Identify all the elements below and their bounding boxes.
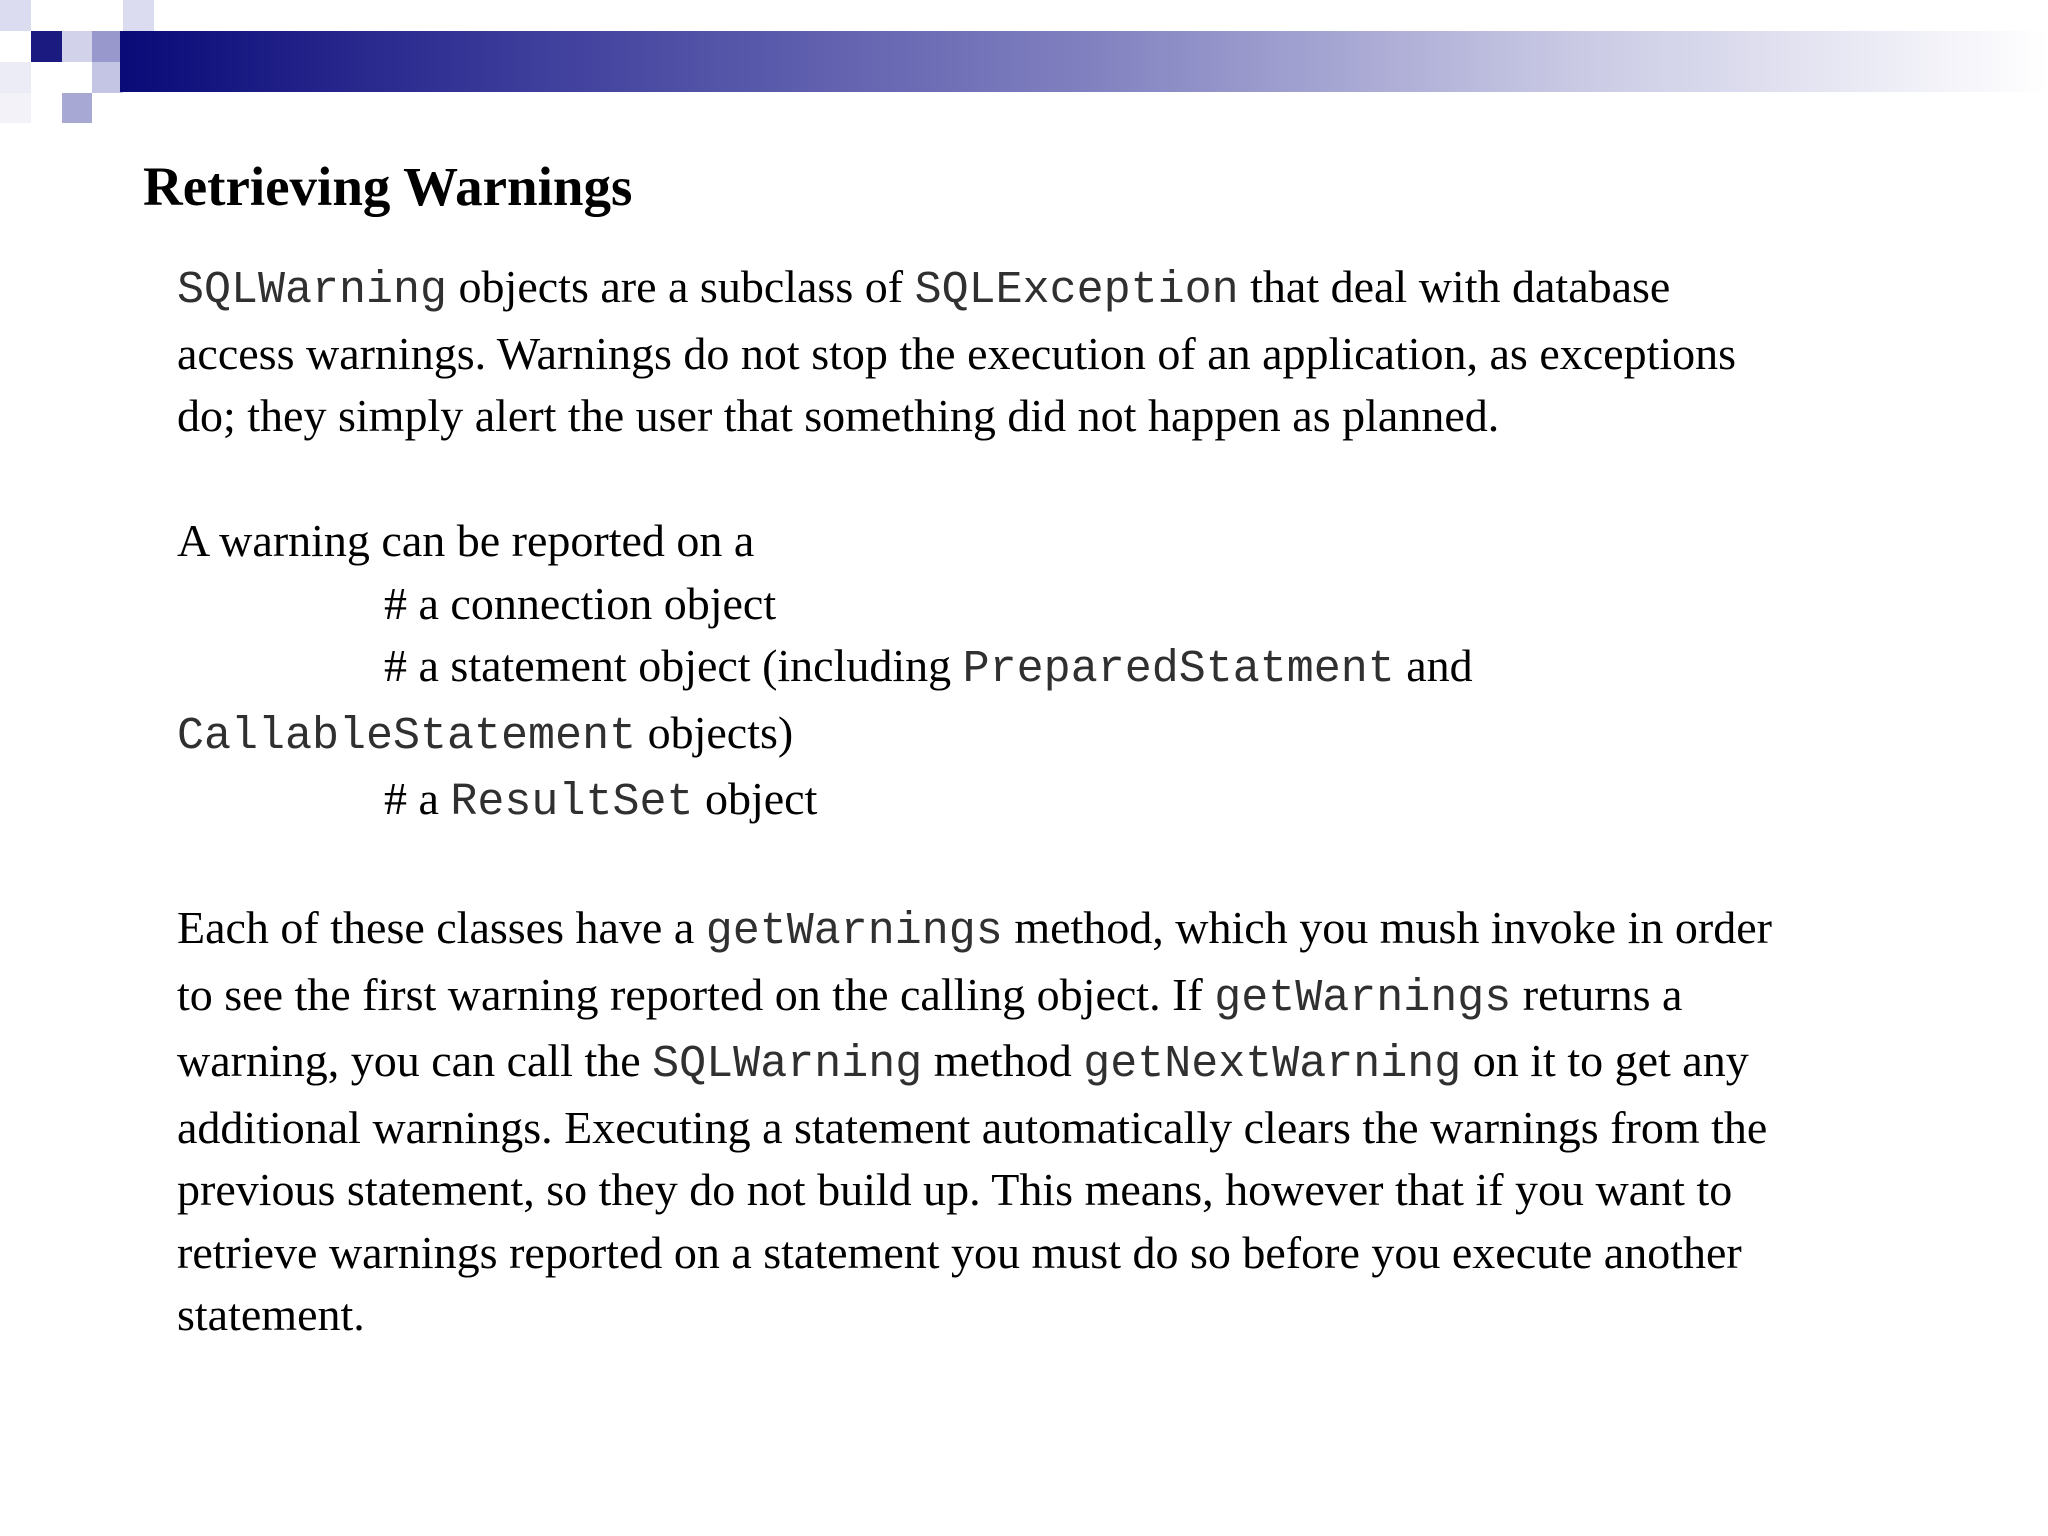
text-run: access warnings. Warnings do not stop the execution of an application, as exceptions <box>177 327 1737 379</box>
code-term: SQLWarning <box>652 1039 923 1090</box>
text-run: and <box>1394 640 1473 691</box>
list-item-continuation <box>177 702 2017 769</box>
list-item <box>177 768 2017 835</box>
code-term: PreparedStatment <box>962 644 1395 695</box>
text-run: previous statement, so they do not build up. This means, however that if you want to <box>177 1164 1733 1215</box>
decor-square <box>0 62 31 93</box>
paragraph-warning-sources <box>177 510 2017 835</box>
text-run: on it to get any <box>1461 1035 1749 1086</box>
paragraph-gap <box>177 835 2017 898</box>
decor-square <box>62 93 92 123</box>
decor-square <box>62 31 92 62</box>
text-run: to see the first warning reported on the calling object. If <box>177 968 1215 1020</box>
text-run: Each of these classes have a <box>177 902 706 953</box>
text-run: warning, you can call the <box>177 1035 653 1086</box>
list-item <box>177 635 2017 702</box>
header-gradient-band <box>120 31 2048 92</box>
paragraph-gap <box>177 448 2017 511</box>
slide-title: Retrieving Warnings <box>143 156 633 217</box>
code-term: getWarnings <box>1214 972 1512 1024</box>
text-run: returns a <box>1511 968 1683 1020</box>
code-term: getNextWarning <box>1083 1039 1462 1090</box>
paragraph-getwarnings <box>177 897 2017 1347</box>
decor-square <box>0 93 31 123</box>
paragraph-sqlwarning-intro <box>177 256 2017 448</box>
list-item: # a connection object <box>384 577 777 629</box>
decor-square <box>123 0 154 31</box>
text-run: method, which you mush invoke in order <box>1002 902 1772 953</box>
text-run: # a statement object (including <box>384 640 963 691</box>
text-run: objects) <box>636 706 794 758</box>
slide-body <box>177 256 2017 1347</box>
decor-square <box>31 31 62 62</box>
code-term: SQLException <box>914 265 1239 316</box>
text-run: retrieve warnings reported on a statement you must do so before you execute another <box>177 1226 1742 1278</box>
text-run: object <box>693 773 818 824</box>
code-term: getWarnings <box>705 906 1003 957</box>
text-run: objects are a subclass of <box>447 261 915 312</box>
code-term: CallableStatement <box>177 710 637 762</box>
text-run: method <box>922 1035 1084 1086</box>
text-run: additional warnings. Executing a statement automatically clears the warnings from the <box>177 1101 1768 1153</box>
text-run: that deal with database <box>1238 261 1671 312</box>
decor-square <box>31 62 62 93</box>
decor-square <box>92 31 123 62</box>
text-run: do; they simply alert the user that something did not happen as planned. <box>177 390 1500 441</box>
text-run: statement. <box>177 1289 365 1340</box>
text-run: # a <box>384 773 451 824</box>
code-term: ResultSet <box>450 777 694 828</box>
code-term: SQLWarning <box>177 265 448 316</box>
text-line: A warning can be reported on a <box>177 515 755 566</box>
decor-square <box>92 62 123 93</box>
decor-square <box>0 0 31 31</box>
